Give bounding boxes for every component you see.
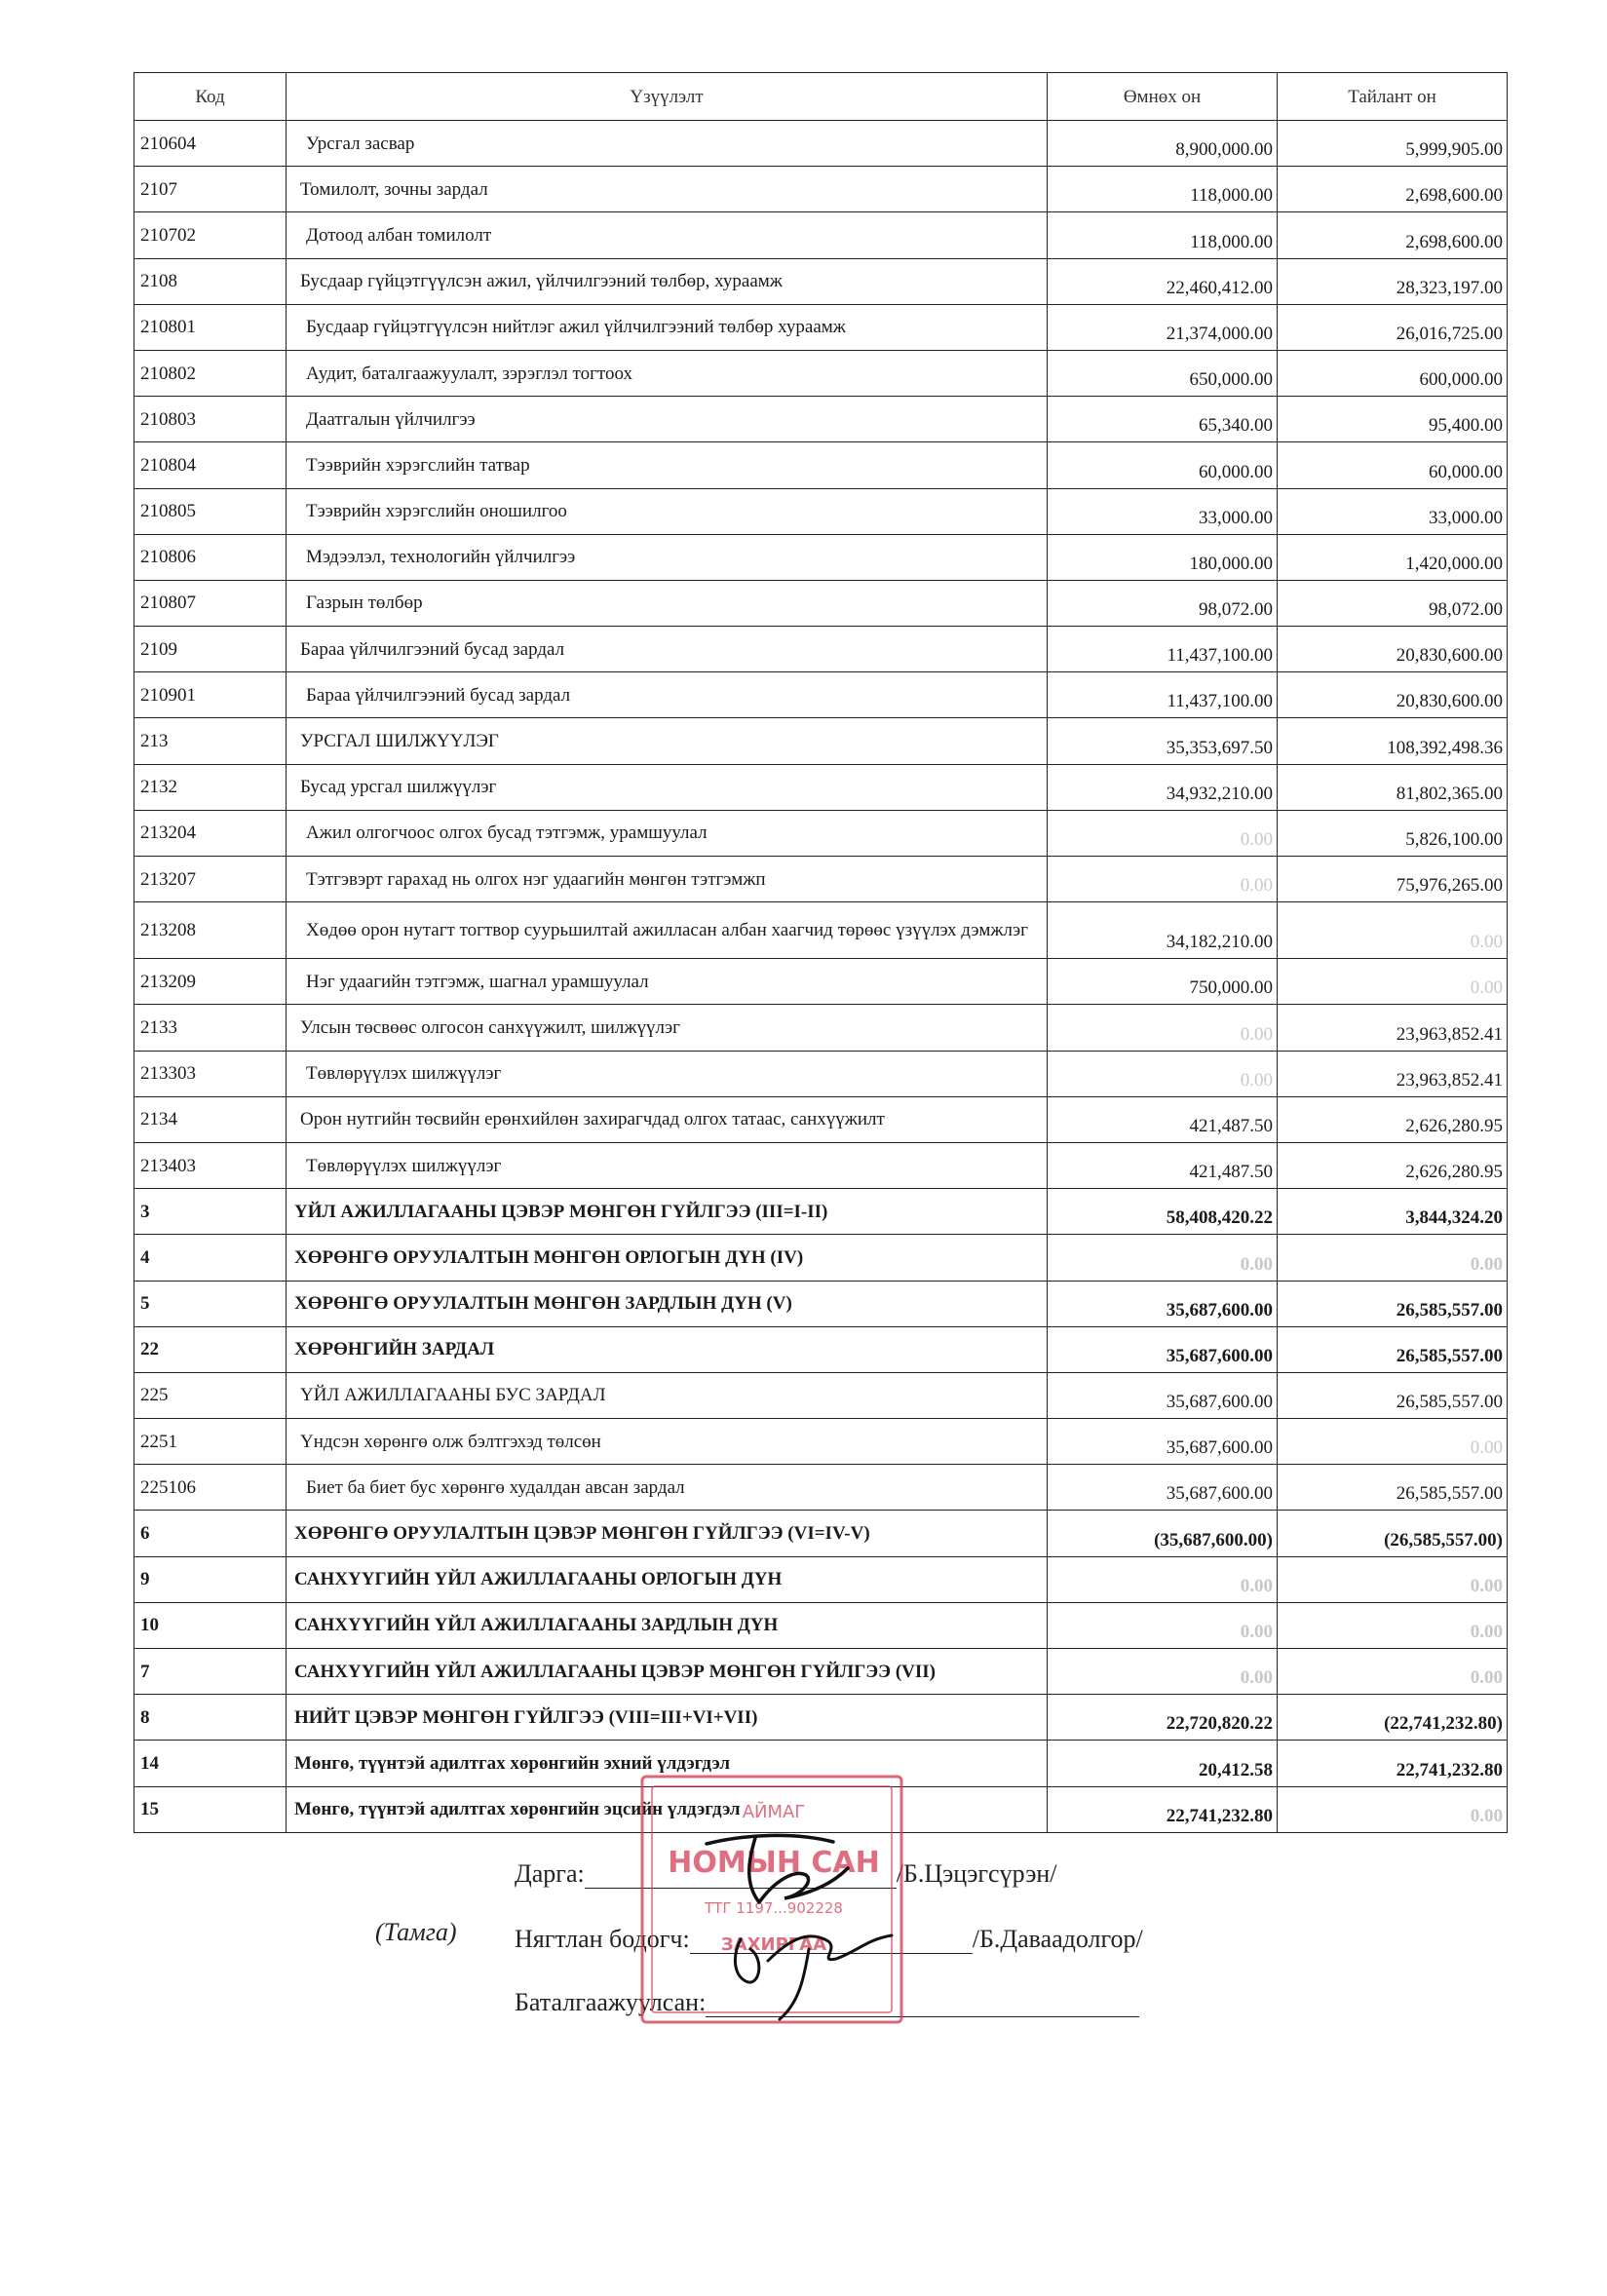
cell-code: 210802 [134,350,287,396]
table-row [134,1556,1508,1602]
cell-previous-year: 34,182,210.00 [1048,902,1278,959]
table-row [134,212,1508,258]
table-row [134,1372,1508,1418]
cell-previous-year: 35,687,600.00 [1048,1419,1278,1465]
cell-report-year: 81,802,365.00 [1278,764,1508,810]
table-row [134,488,1508,534]
cell-code: 210702 [134,212,287,258]
table-body [134,121,1508,1833]
table-row [134,580,1508,626]
cell-report-year: 98,072.00 [1278,580,1508,626]
cell-code: 210803 [134,397,287,442]
cell-previous-year: 8,900,000.00 [1048,121,1278,167]
table-row [134,350,1508,396]
cell-report-year: 5,999,905.00 [1278,121,1508,167]
table-row [134,959,1508,1005]
header-report-year: Тайлант он [1278,73,1508,121]
cell-report-year: 0.00 [1278,1786,1508,1832]
table-row [134,1235,1508,1281]
cell-report-year: 33,000.00 [1278,488,1508,534]
cell-report-year: 600,000.00 [1278,350,1508,396]
cell-report-year: 0.00 [1278,1649,1508,1695]
cell-code: 2107 [134,167,287,212]
table-row [134,534,1508,580]
cell-previous-year: 35,687,600.00 [1048,1372,1278,1418]
cell-code: 5 [134,1281,287,1326]
table-row [134,1419,1508,1465]
cell-previous-year: 35,687,600.00 [1048,1281,1278,1326]
cell-previous-year: 421,487.50 [1048,1142,1278,1188]
cell-code: 4 [134,1235,287,1281]
cell-indicator: Орон нутгийн төсвийн ерөнхийлөн захирагчдад олгох татаас, санхүүжилт [287,1096,1048,1142]
cell-indicator: Төвлөрүүлэх шилжүүлэг [287,1142,1048,1188]
stamp-text-bottom: ЗАХИРГАА [720,1934,827,1955]
cell-previous-year: 58,408,420.22 [1048,1189,1278,1235]
cell-indicator: Нэг удаагийн тэтгэмж, шагнал урамшуулал [287,959,1048,1005]
stamp-text-reg: ТТГ 1197...902228 [705,1899,843,1917]
cell-code: 225 [134,1372,287,1418]
cell-indicator: Биет ба биет бус хөрөнгө худалдан авсан зардал [287,1465,1048,1511]
cell-previous-year: 35,353,697.50 [1048,718,1278,764]
table-row [134,1465,1508,1511]
cell-report-year: 5,826,100.00 [1278,810,1508,856]
cell-previous-year: 11,437,100.00 [1048,627,1278,672]
cell-code: 213209 [134,959,287,1005]
cell-previous-year: 22,460,412.00 [1048,258,1278,304]
cell-previous-year: 35,687,600.00 [1048,1465,1278,1511]
table-row [134,1051,1508,1096]
cell-indicator: Улсын төсвөөс олгосон санхүүжилт, шилжүүлэг [287,1005,1048,1051]
cell-code: 213303 [134,1051,287,1096]
cell-report-year: 0.00 [1278,902,1508,959]
cell-report-year: 0.00 [1278,959,1508,1005]
cell-indicator: Дотоод албан томилолт [287,212,1048,258]
cell-indicator: УРСГАЛ ШИЛЖҮҮЛЭГ [287,718,1048,764]
cell-previous-year: 98,072.00 [1048,580,1278,626]
cell-code: 2251 [134,1419,287,1465]
cell-previous-year: 65,340.00 [1048,397,1278,442]
cell-indicator: Бараа үйлчилгээний бусад зардал [287,627,1048,672]
cell-previous-year: 21,374,000.00 [1048,304,1278,350]
cell-previous-year: 0.00 [1048,1602,1278,1648]
cell-indicator: Хөдөө орон нутагт тогтвор суурьшилтай ажилласан албан хаагчид төрөөс үзүүлэх дэмжлэг [287,902,1048,959]
cell-indicator: Бусдаар гүйцэтгүүлсэн нийтлэг ажил үйлчилгээний төлбөр хураамж [287,304,1048,350]
cell-indicator: Тээврийн хэрэгслийн татвар [287,442,1048,488]
cell-indicator: САНХҮҮГИЙН ҮЙЛ АЖИЛЛАГААНЫ ЗАРДЛЫН ДҮН [287,1602,1048,1648]
cell-report-year: 20,830,600.00 [1278,627,1508,672]
cell-report-year: 0.00 [1278,1235,1508,1281]
cell-indicator: ХӨРӨНГӨ ОРУУЛАЛТЫН МӨНГӨН ОРЛОГЫН ДҮН (IV) [287,1235,1048,1281]
cell-previous-year: 0.00 [1048,1556,1278,1602]
table-row [134,902,1508,959]
cell-report-year: 0.00 [1278,1556,1508,1602]
cell-code: 2132 [134,764,287,810]
table-row [134,672,1508,718]
cell-indicator: Төвлөрүүлэх шилжүүлэг [287,1051,1048,1096]
cell-code: 210604 [134,121,287,167]
cell-code: 213208 [134,902,287,959]
cell-report-year: 2,698,600.00 [1278,212,1508,258]
cell-previous-year: 750,000.00 [1048,959,1278,1005]
table-row [134,718,1508,764]
table-row [134,1142,1508,1188]
cell-previous-year: 421,487.50 [1048,1096,1278,1142]
cell-code: 10 [134,1602,287,1648]
director-name: /Б.Цэцэгсүрэн/ [896,1859,1057,1888]
seal-note: (Тамга) [375,1918,457,1946]
cell-previous-year: 35,687,600.00 [1048,1326,1278,1372]
cell-code: 8 [134,1695,287,1741]
cell-previous-year: 20,412.58 [1048,1741,1278,1786]
stamp-text-mid: НОМЫН САН [668,1846,880,1880]
cell-indicator: Үндсэн хөрөнгө олж бэлтгэхэд төлсөн [287,1419,1048,1465]
cell-report-year: (22,741,232.80) [1278,1695,1508,1741]
cell-previous-year: 118,000.00 [1048,212,1278,258]
cell-report-year: 0.00 [1278,1419,1508,1465]
cell-report-year: 1,420,000.00 [1278,534,1508,580]
cell-report-year: 23,963,852.41 [1278,1051,1508,1096]
cell-indicator: Мөнгө, түүнтэй адилтгах хөрөнгийн эцсийн үлдэгдэл [287,1786,1048,1832]
cell-previous-year: 650,000.00 [1048,350,1278,396]
cell-previous-year: 33,000.00 [1048,488,1278,534]
cell-report-year: 22,741,232.80 [1278,1741,1508,1786]
cell-indicator: Бараа үйлчилгээний бусад зардал [287,672,1048,718]
cell-indicator: Томилолт, зочны зардал [287,167,1048,212]
table-row [134,442,1508,488]
cell-previous-year: 60,000.00 [1048,442,1278,488]
table-row [134,1511,1508,1556]
cell-report-year: 108,392,498.36 [1278,718,1508,764]
cell-previous-year: 0.00 [1048,1649,1278,1695]
header-indicator: Үзүүлэлт [287,73,1048,121]
cell-report-year: 2,626,280.95 [1278,1096,1508,1142]
cell-previous-year: 0.00 [1048,1051,1278,1096]
cell-previous-year: 118,000.00 [1048,167,1278,212]
cell-indicator: ХӨРӨНГӨ ОРУУЛАЛТЫН МӨНГӨН ЗАРДЛЫН ДҮН (V) [287,1281,1048,1326]
cell-report-year: 2,698,600.00 [1278,167,1508,212]
header-code: Код [134,73,287,121]
cell-previous-year: 11,437,100.00 [1048,672,1278,718]
cell-code: 3 [134,1189,287,1235]
cell-previous-year: 0.00 [1048,810,1278,856]
cell-indicator: ХӨРӨНГИЙН ЗАРДАЛ [287,1326,1048,1372]
table-row [134,1326,1508,1372]
table-row [134,258,1508,304]
cell-code: 213403 [134,1142,287,1188]
cell-indicator: Тэтгэвэрт гарахад нь олгох нэг удаагийн мөнгөн тэтгэмжп [287,857,1048,902]
table-row [134,1695,1508,1741]
cell-report-year: 3,844,324.20 [1278,1189,1508,1235]
cell-previous-year: (35,687,600.00) [1048,1511,1278,1556]
cell-previous-year: 22,720,820.22 [1048,1695,1278,1741]
cell-indicator: Мөнгө, түүнтэй адилтгах хөрөнгийн эхний үлдэгдэл [287,1741,1048,1786]
table-row [134,627,1508,672]
cell-indicator: САНХҮҮГИЙН ҮЙЛ АЖИЛЛАГААНЫ ОРЛОГЫН ДҮН [287,1556,1048,1602]
cell-indicator: ҮЙЛ АЖИЛЛАГААНЫ ЦЭВЭР МӨНГӨН ГҮЙЛГЭЭ (III=I-II) [287,1189,1048,1235]
cell-code: 210901 [134,672,287,718]
cell-previous-year: 0.00 [1048,1005,1278,1051]
cell-code: 213 [134,718,287,764]
cell-code: 15 [134,1786,287,1832]
cell-code: 2109 [134,627,287,672]
cell-report-year: (26,585,557.00) [1278,1511,1508,1556]
cell-code: 2108 [134,258,287,304]
table-row [134,1096,1508,1142]
cell-previous-year: 0.00 [1048,1235,1278,1281]
cell-report-year: 26,585,557.00 [1278,1281,1508,1326]
cell-code: 213204 [134,810,287,856]
cell-indicator: Мэдээлэл, технологийн үйлчилгээ [287,534,1048,580]
cell-previous-year: 34,932,210.00 [1048,764,1278,810]
cell-previous-year: 180,000.00 [1048,534,1278,580]
cell-code: 2133 [134,1005,287,1051]
cell-report-year: 75,976,265.00 [1278,857,1508,902]
cell-indicator: Ажил олгогчоос олгох бусад тэтгэмж, урамшуулал [287,810,1048,856]
cell-report-year: 28,323,197.00 [1278,258,1508,304]
table-row [134,1602,1508,1648]
table-row [134,764,1508,810]
cell-indicator: Даатгалын үйлчилгээ [287,397,1048,442]
cell-code: 210804 [134,442,287,488]
cell-report-year: 2,626,280.95 [1278,1142,1508,1188]
table-row [134,1281,1508,1326]
cell-code: 14 [134,1741,287,1786]
cell-indicator: Урсгал засвар [287,121,1048,167]
cell-indicator: Тээврийн хэрэгслийн оношилгоо [287,488,1048,534]
cell-report-year: 0.00 [1278,1602,1508,1648]
header-previous-year: Өмнөх он [1048,73,1278,121]
table-row [134,397,1508,442]
cell-code: 210801 [134,304,287,350]
cell-indicator: ХӨРӨНГӨ ОРУУЛАЛТЫН ЦЭВЭР МӨНГӨН ГҮЙЛГЭЭ (VI=IV-V) [287,1511,1048,1556]
stamp-text-top: АЙМАГ [742,1802,806,1822]
cell-code: 210806 [134,534,287,580]
table-row [134,810,1508,856]
cell-code: 6 [134,1511,287,1556]
accountant-name: /Б.Даваадолгор/ [972,1925,1143,1953]
cell-code: 22 [134,1326,287,1372]
table-row [134,857,1508,902]
cell-report-year: 26,016,725.00 [1278,304,1508,350]
cell-code: 7 [134,1649,287,1695]
table-row [134,1189,1508,1235]
director-label: Дарга: [515,1859,585,1888]
cell-indicator: Аудит, баталгаажуулалт, зэрэглэл тогтоох [287,350,1048,396]
table-row [134,1649,1508,1695]
cell-report-year: 95,400.00 [1278,397,1508,442]
cell-report-year: 26,585,557.00 [1278,1372,1508,1418]
table-row [134,167,1508,212]
cell-code: 2134 [134,1096,287,1142]
cell-indicator: Газрын төлбөр [287,580,1048,626]
cell-indicator: Бусад урсгал шилжүүлэг [287,764,1048,810]
table-row [134,121,1508,167]
verified-label: Баталгаажуулсан: [515,1988,707,2016]
cell-code: 210805 [134,488,287,534]
table-row [134,304,1508,350]
cell-code: 210807 [134,580,287,626]
cell-indicator: САНХҮҮГИЙН ҮЙЛ АЖИЛЛАГААНЫ ЦЭВЭР МӨНГӨН ГҮЙЛГЭЭ (VII) [287,1649,1048,1695]
cell-report-year: 20,830,600.00 [1278,672,1508,718]
cell-previous-year: 0.00 [1048,857,1278,902]
cell-indicator: НИЙТ ЦЭВЭР МӨНГӨН ГҮЙЛГЭЭ (VIII=III+VI+VII) [287,1695,1048,1741]
cell-report-year: 60,000.00 [1278,442,1508,488]
cell-code: 9 [134,1556,287,1602]
cell-report-year: 23,963,852.41 [1278,1005,1508,1051]
cell-code: 225106 [134,1465,287,1511]
cell-report-year: 26,585,557.00 [1278,1326,1508,1372]
accountant-label: Нягтлан бодогч: [515,1925,690,1953]
cell-indicator: Бусдаар гүйцэтгүүлсэн ажил, үйлчилгээний төлбөр, хураамж [287,258,1048,304]
cash-flow-table [134,72,1508,1833]
cell-previous-year: 22,741,232.80 [1048,1786,1278,1832]
cell-code: 213207 [134,857,287,902]
cell-indicator: ҮЙЛ АЖИЛЛАГААНЫ БУС ЗАРДАЛ [287,1372,1048,1418]
table-row [134,1005,1508,1051]
cell-report-year: 26,585,557.00 [1278,1465,1508,1511]
accountant-autograph-icon [721,1900,916,2027]
table-header-row [134,73,1508,121]
